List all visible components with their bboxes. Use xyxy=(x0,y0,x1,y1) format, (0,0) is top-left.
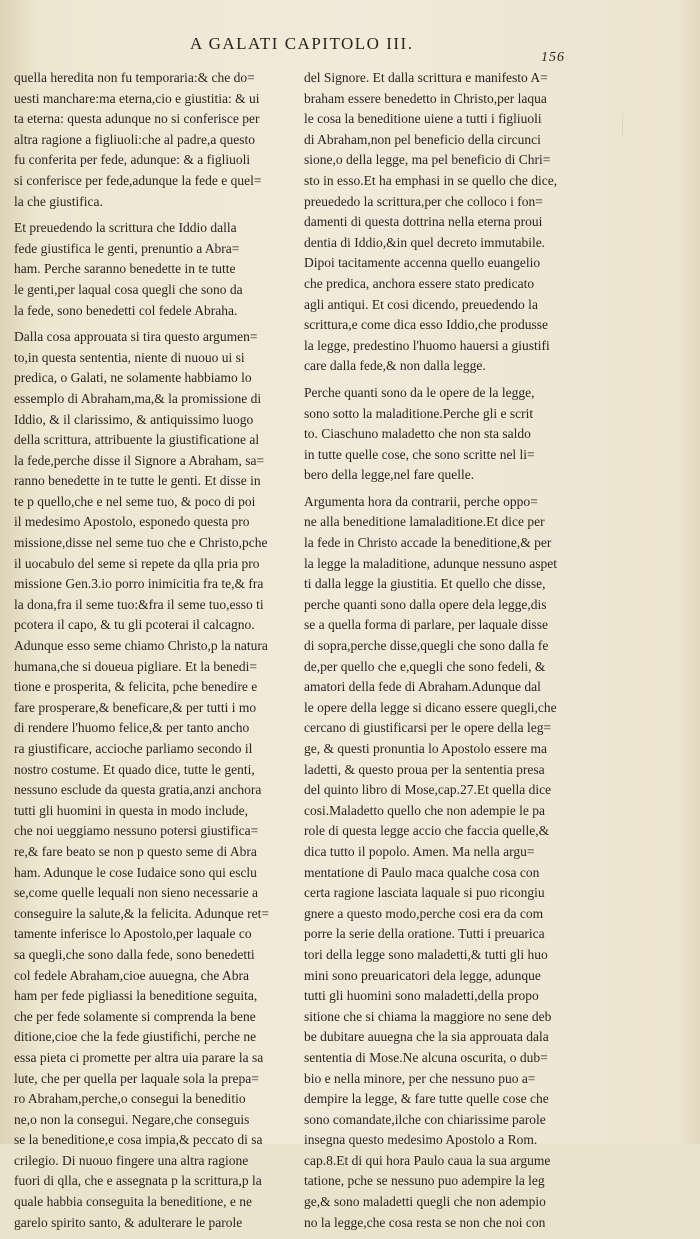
text-line: il uocabulo del seme si repete da qlla pria pro xyxy=(14,555,260,571)
text-line: missione Gen.3.io porro inimicitia fra te,& fra xyxy=(14,576,264,592)
page-number: 156 xyxy=(541,50,565,65)
text-line: di rendere l'huomo felice,& per tanto ancho xyxy=(14,720,250,736)
text-line: de,per quello che e,quegli che sono fedeli, & xyxy=(304,658,546,674)
text-line: della scrittura, attribuente la giustificatione al xyxy=(14,432,260,448)
text-line: Iddio, & il clarissimo, & antiquissimo luogo xyxy=(14,411,254,427)
text-line: quale habbia conseguita la beneditione, e ne xyxy=(14,1194,253,1210)
text-line: Dalla cosa approuata si tira questo argumen= xyxy=(14,329,258,345)
text-line: braham essere benedetto in Christo,per laqua xyxy=(304,90,547,106)
text-line: no la legge,che cosa resta se non che noi con xyxy=(304,1214,546,1230)
text-line: la legge la maladitione, adunque nessuno aspet xyxy=(304,555,558,571)
text-line: missione,disse nel seme tuo che e Christo,pche xyxy=(14,535,268,551)
text-line: predica, o Galati, ne solamente habbiamo lo xyxy=(14,370,252,386)
text-line: amatori della fede di Abraham.Adunque dal xyxy=(304,679,541,695)
text-line: se,come quelle lequali non sieno necessarie a xyxy=(14,885,259,901)
text-line: care dalla fede,& non dalla legge. xyxy=(304,358,486,374)
right-column xyxy=(304,68,594,1239)
text-line: ge, & questi pronuntia lo Apostolo essere ma xyxy=(304,741,547,756)
text-line: tutti gli huomini in questa in modo include, xyxy=(14,802,248,818)
text-line: che noi ueggiamo nessuno potersi giustifica= xyxy=(14,823,259,839)
text-line: tutti gli huomini sono maladetti,della propo xyxy=(304,988,539,1004)
text-line: Et preuedendo la scrittura che Iddio dalla xyxy=(14,220,237,236)
text-line: ne alla beneditione lamaladitione.Et dice per xyxy=(304,514,545,530)
text-line: bero della legge,nel fare quelle. xyxy=(304,467,475,483)
text-line: le cosa la beneditione uiene a tutti i figliuoli xyxy=(304,111,542,127)
text-line: Argumenta hora da contrarii, perche oppo= xyxy=(304,493,538,509)
text-line: be dubitare auuegna che la sia approuata dala xyxy=(304,1029,549,1045)
text-line: essa pieta ci promette per altra uia parare la sa xyxy=(14,1049,264,1065)
text-line: te p quello,che e nel seme tuo, & poco di poi xyxy=(14,493,256,509)
text-line: che per fede solamente si comprenda la bene xyxy=(14,1008,256,1024)
text-line: di Abraham,non pel beneficio della circunci xyxy=(304,131,541,147)
text-line: si conferisce per fede,adunque la fede e quel= xyxy=(14,172,262,188)
text-line: la fede,perche disse il Signore a Abraham, sa= xyxy=(14,452,265,468)
text-line: tatione, pche se nessuno puo adempire la leg xyxy=(304,1173,545,1189)
text-line: cap.8.Et di qui hora Paulo caua la sua argume xyxy=(304,1152,551,1168)
text-line: damenti di questa dottrina nella eterna proui xyxy=(304,214,543,230)
text-line: mentatione di Paulo maca qualche cosa con xyxy=(304,864,540,880)
text-line: sto in esso.Et ha emphasi in se quello che dice, xyxy=(304,172,558,188)
text-line: uesti manchare:ma eterna,cio e giustitia: & ui xyxy=(14,90,260,106)
text-line: tori della legge sono maladetti,& tutti gli huo xyxy=(304,946,548,962)
text-line: conseguire la salute,& la felicita. Adunque ret= xyxy=(14,905,270,921)
text-line: tione e prosperita, & felicita, pche benedire e xyxy=(14,679,258,695)
text-line: scrittura,e come dica esso Iddio,che produsse xyxy=(304,317,549,333)
text-line: fede giustifica le genti, prenuntio a Abra= xyxy=(14,240,240,256)
text-line: fare prosperare,& beneficare,& per tutti i mo xyxy=(14,699,257,715)
text-line: la fede, sono benedetti col fedele Abraha. xyxy=(14,302,238,318)
text-line: nessuno esclude da questa gratia,anzi anchora xyxy=(14,782,262,798)
text-line: essemplo di Abraham,ma,& la promissione di xyxy=(14,390,262,406)
text-line: bio e nella minore, per che nessuno puo a= xyxy=(304,1070,536,1086)
text-line: to,in questa sententia, niente di nuouo ui si xyxy=(14,349,245,365)
text-line: col fedele Abraham,cioe auuegna, che Abra xyxy=(14,967,250,983)
text-line: se la beneditione,e cosa impia,& peccato di sa xyxy=(14,1132,263,1148)
text-line: di sopra,perche disse,quegli che sono dalla fe xyxy=(304,638,549,654)
text-line: ranno benedette in te tutte le genti. Et disse in xyxy=(14,473,261,489)
text-line: la fede in Christo accade la beneditione,& per xyxy=(304,535,552,551)
text-line: fuori di qlla, che e assegnata p la scrittura,p la xyxy=(14,1173,262,1189)
text-line: altra ragione a figliuoli:che al padre,a questo xyxy=(14,131,256,147)
paragraph xyxy=(14,68,294,212)
text-line: che predica, anchora essere stato predicato xyxy=(304,275,535,291)
paragraph xyxy=(14,327,294,1233)
text-line: sione,o della legge, ma pel beneficio di Chri= xyxy=(304,152,551,168)
show-through-mark xyxy=(622,110,643,140)
text-line: perche quanti sono dalla opere dela legge,dis xyxy=(304,596,547,612)
text-line: sa quegli,che sono dalla fede, sono benedetti xyxy=(14,946,255,962)
text-line: ra giustificare, accioche parliamo secondo il xyxy=(14,741,253,756)
text-line: garelo spirito santo, & adulterare le parole xyxy=(14,1214,243,1230)
text-line: ham per fede pigliassi la beneditione seguita, xyxy=(14,988,258,1004)
text-line: cercano di giustificarsi per le opere della leg= xyxy=(304,720,552,736)
text-line: dica tutto il popolo. Amen. Ma nella argu= xyxy=(304,843,535,859)
text-line: la legge, predestino l'huomo hauersi a giustifi xyxy=(304,337,550,353)
text-line: del Signore. Et dalla scrittura e manifesto A= xyxy=(304,70,548,85)
left-column xyxy=(14,68,294,1239)
text-line: lute, che per quella per laquale sola la prepa= xyxy=(14,1070,259,1086)
text-line: ti dalla legge la giustitia. Et quello che disse, xyxy=(304,576,546,592)
text-line: re,& fare beato se non p questo seme di Abra xyxy=(14,843,257,859)
text-line: preuededo la scrittura,per che colloco i fon= xyxy=(304,193,543,209)
paragraph xyxy=(304,68,594,377)
text-line: Adunque esso seme chiamo Christo,p la natura xyxy=(14,638,268,654)
text-line: ne,o non la consegui. Negare,che conseguis xyxy=(14,1111,250,1127)
text-line: insegna questo medesimo Apostolo a Rom. xyxy=(304,1132,538,1148)
text-line: in tutte quelle cose, che sono scritte nel li= xyxy=(304,446,535,462)
text-line: fu conferita per fede, adunque: & a figliuoli xyxy=(14,152,251,168)
text-line: le genti,per laqual cosa quegli che sono da xyxy=(14,281,243,297)
running-header: A GALATI CAPITOLO III. xyxy=(190,34,414,53)
paragraph xyxy=(304,383,594,486)
text-line: se a quella forma di parlare, per laquale disse xyxy=(304,617,549,633)
text-line: sono comandate,ilche con chiarissime parole xyxy=(304,1111,546,1127)
text-line: la dona,fra il seme tuo:&fra il seme tuo,esso ti xyxy=(14,596,264,612)
text-line: ro Abraham,perche,o consegui la beneditio xyxy=(14,1091,246,1107)
text-line: role di questa legge accio che faccia quelle,& xyxy=(304,823,550,839)
text-line: ta eterna: questa adunque no si conferisce per xyxy=(14,111,260,127)
text-line: ham. Perche saranno benedette in te tutte xyxy=(14,261,236,277)
text-line: mini sono preuaricatori dela legge, adunque xyxy=(304,967,541,983)
text-line: certa ragione lasciata laquale si puo ricongiu xyxy=(304,885,545,901)
text-line: nostro costume. Et quado dice, tutte le genti, xyxy=(14,761,255,777)
text-line: ditione,cioe che la fede giustifichi, perche ne xyxy=(14,1029,257,1045)
text-line: to. Ciaschuno maladetto che non sta saldo xyxy=(304,426,531,442)
text-line: la che giustifica. xyxy=(14,193,103,209)
text-line: sitione che si chiama la maggiore no sene deb xyxy=(304,1008,552,1024)
text-line: del quinto libro di Mose,cap.27.Et quella dice xyxy=(304,782,552,798)
text-line: le opere della legge si dicano essere quegli,che xyxy=(304,699,557,715)
text-line: crilegio. Di nuouo fingere una altra ragione xyxy=(14,1152,249,1168)
text-line: porre la serie della oratione. Tutti i preuarica xyxy=(304,926,545,942)
text-line: tamente inferisce lo Apostolo,per laquale co xyxy=(14,926,252,942)
text-line: sono sotto la maladitione.Perche gli e scrit xyxy=(304,405,534,421)
text-line: dempire la legge, & fare tutte quelle cose che xyxy=(304,1091,549,1107)
text-line: gnere a questo modo,perche cosi era da com xyxy=(304,905,544,921)
text-line: ham. Adunque le cose Iudaice sono qui esclu xyxy=(14,864,257,880)
text-line: humana,che si doueua pigliare. Et la benedi= xyxy=(14,658,258,674)
text-line: il medesimo Apostolo, esponedo questa pro xyxy=(14,514,250,530)
text-line: ladetti, & questo proua per la sententia presa xyxy=(304,761,545,777)
text-line: cosi.Maladetto quello che non adempie le pa xyxy=(304,802,546,818)
text-line: sententia di Mose.Ne alcuna oscurita, o dub= xyxy=(304,1049,548,1065)
text-line: agli antiqui. Et cosi dicendo, preuedendo la xyxy=(304,296,538,312)
paragraph xyxy=(14,218,294,321)
paragraph xyxy=(304,492,594,1233)
text-line: dentia di Iddio,&in quel decreto immutabile. xyxy=(304,234,546,250)
text-line: pcotera il capo, & tu gli pcoterai il calcagno. xyxy=(14,617,255,633)
text-line: ge,& sono maladetti quegli che non adempio xyxy=(304,1194,546,1210)
text-line: Perche quanti sono da le opere de la legge, xyxy=(304,384,535,400)
text-line: Dipoi tacitamente accenna quello euangelio xyxy=(304,255,541,271)
text-line: quella heredita non fu temporaria:& che do= xyxy=(14,70,255,85)
